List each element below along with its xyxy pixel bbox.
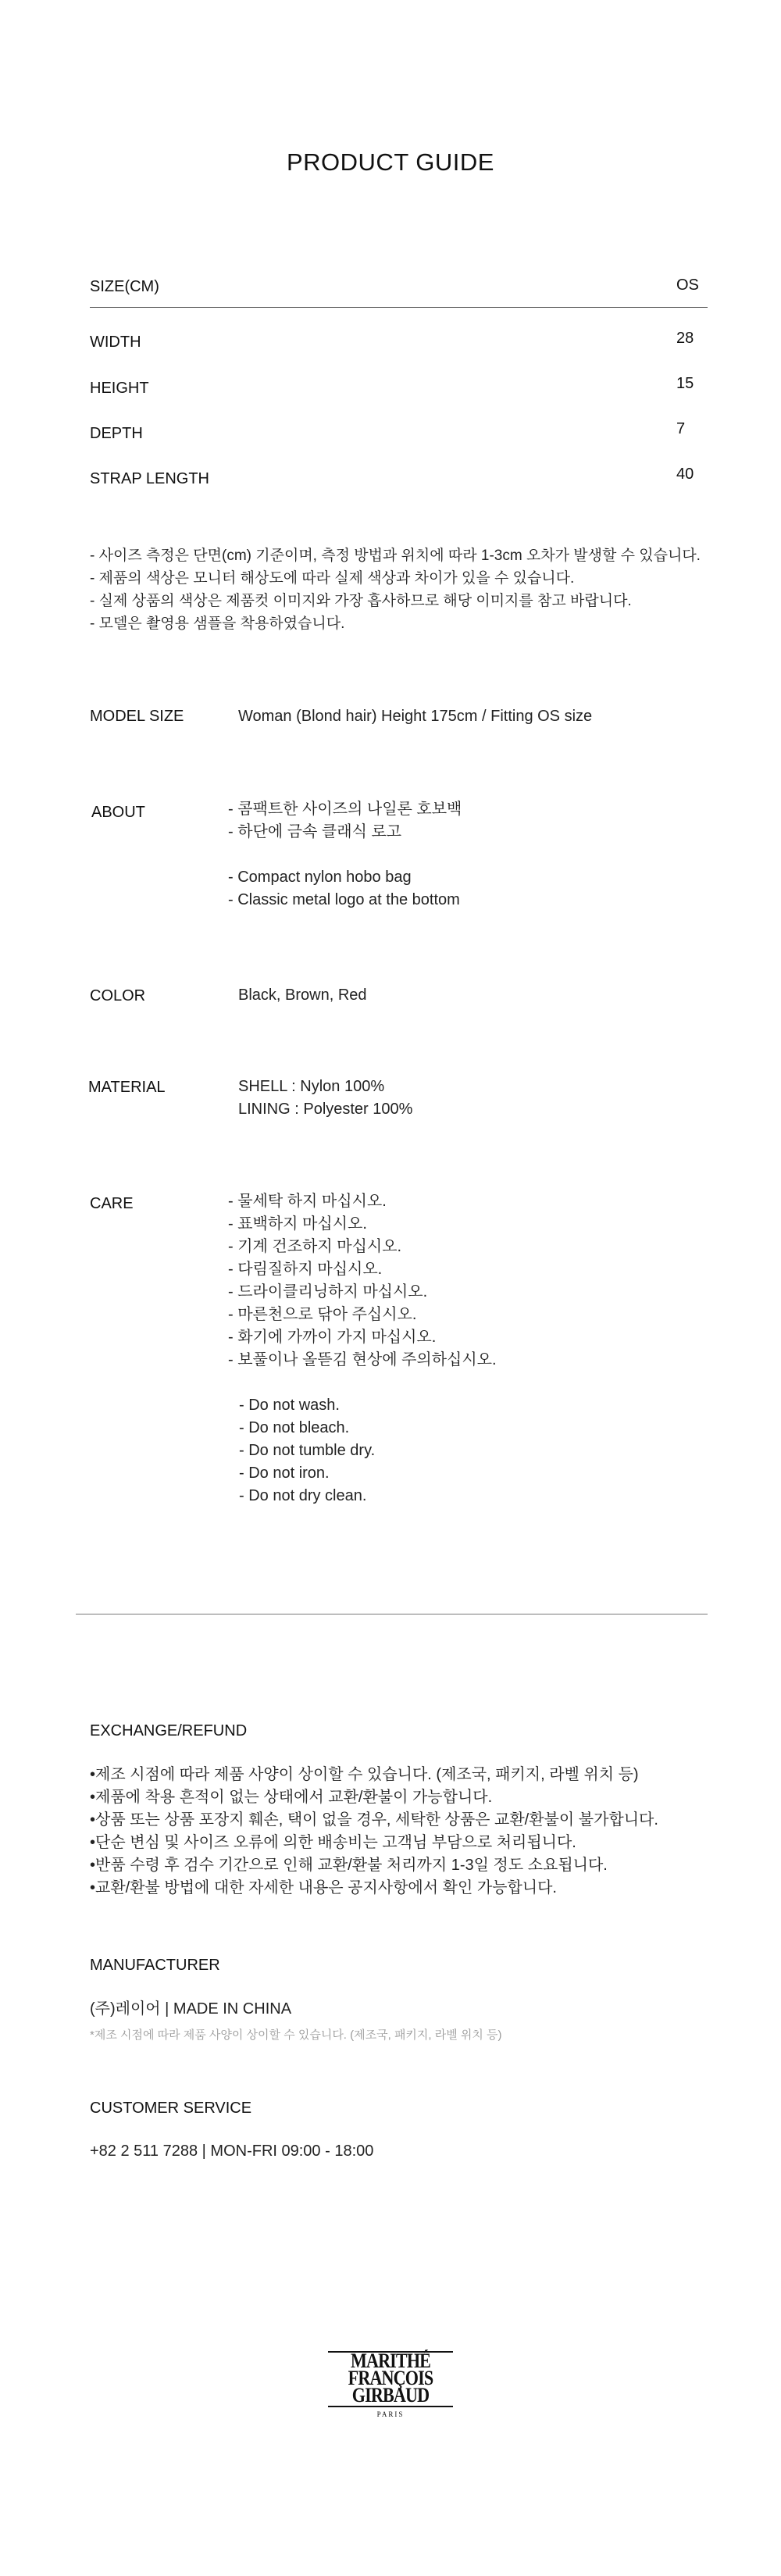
about-label: ABOUT bbox=[91, 804, 145, 821]
size-notes bbox=[90, 544, 701, 635]
note-line: - 제품의 색상은 모니터 해상도에 따라 실제 색상과 차이가 있을 수 있습니다. bbox=[90, 570, 575, 587]
size-row-label: HEIGHT bbox=[90, 380, 149, 397]
size-row-value: 7 bbox=[676, 420, 686, 437]
note-line: - 실제 상품의 색상은 제품컷 이미지와 가장 흡사하므로 해당 이미지를 참고 바랍니다. bbox=[90, 593, 632, 609]
exchange-line: •상품 또는 상품 포장지 훼손, 택이 없을 경우, 세탁한 상품은 교환/환불이 불가합니다. bbox=[90, 1811, 658, 1829]
customer-service-value: +82 2 511 7288 | MON-FRI 09:00 - 18:00 bbox=[90, 2143, 374, 2160]
note-line: - 모델은 촬영용 샘플을 착용하였습니다. bbox=[90, 615, 345, 632]
care-line: - 표백하지 마십시오. bbox=[228, 1215, 367, 1233]
note-line: - 사이즈 측정은 단면(cm) 기준이며, 측정 방법과 위치에 따라 1-3cm 오차가 발생할 수 있습니다. bbox=[90, 548, 701, 564]
model-size-value: Woman (Blond hair) Height 175cm / Fitting OS size bbox=[238, 708, 593, 725]
material-line: SHELL : Nylon 100% bbox=[238, 1078, 385, 1095]
exchange-label: EXCHANGE/REFUND bbox=[90, 1722, 248, 1739]
care-line: - 화기에 가까이 가지 마십시오. bbox=[228, 1329, 437, 1346]
about-spacer bbox=[228, 844, 462, 866]
size-row-label: WIDTH bbox=[90, 334, 141, 351]
manufacturer-label: MANUFACTURER bbox=[90, 1957, 220, 1974]
size-row-label: DEPTH bbox=[90, 425, 143, 442]
exchange-text bbox=[90, 1764, 658, 1900]
care-line: - 드라이클리닝하지 마십시오. bbox=[228, 1283, 428, 1300]
exchange-line: •교환/환불 방법에 대한 자세한 내용은 공지사항에서 확인 가능합니다. bbox=[90, 1879, 557, 1896]
model-size-label: MODEL SIZE bbox=[90, 708, 184, 725]
care-line: - Do not bleach. bbox=[239, 1419, 350, 1436]
care-line: - 기계 건조하지 마십시오. bbox=[228, 1238, 402, 1255]
about-line: - 하단에 금속 클래식 로고 bbox=[228, 823, 402, 840]
brand-logo bbox=[328, 2351, 453, 2418]
size-row-label: STRAP LENGTH bbox=[90, 470, 209, 487]
size-header-value: OS bbox=[676, 277, 699, 294]
material-text bbox=[238, 1076, 412, 1121]
care-label: CARE bbox=[90, 1195, 134, 1212]
page-title: PRODUCT GUIDE bbox=[286, 148, 494, 176]
care-line: - Do not wash. bbox=[239, 1397, 340, 1414]
care-line: - 물세탁 하지 마십시오. bbox=[228, 1193, 387, 1210]
exchange-line: •제품에 착용 흔적이 없는 상태에서 교환/환불이 가능합니다. bbox=[90, 1789, 493, 1806]
size-row-value: 15 bbox=[676, 375, 694, 392]
care-line: - Do not dry clean. bbox=[239, 1487, 367, 1504]
exchange-line: •단순 변심 및 사이즈 오류에 의한 배송비는 고객님 부담으로 처리됩니다. bbox=[90, 1834, 576, 1851]
color-value: Black, Brown, Red bbox=[238, 987, 367, 1004]
manufacturer-note: *제조 시점에 따라 제품 사양이 상이할 수 있습니다. (제조국, 패키지, 라벨 위치 등) bbox=[90, 2028, 502, 2042]
care-line: - 마른천으로 닦아 주십시오. bbox=[228, 1306, 417, 1323]
logo-word: GIRBAUD bbox=[351, 2384, 430, 2407]
care-spacer bbox=[228, 1372, 497, 1394]
size-row-value: 40 bbox=[676, 466, 694, 483]
about-text bbox=[228, 798, 462, 912]
care-line: - Do not tumble dry. bbox=[239, 1442, 376, 1459]
logo-sub: PARIS bbox=[376, 2410, 405, 2418]
about-line: - Compact nylon hobo bag bbox=[228, 869, 412, 886]
color-label: COLOR bbox=[90, 987, 146, 1004]
customer-service-label: CUSTOMER SERVICE bbox=[90, 2100, 252, 2117]
size-header-label: SIZE(CM) bbox=[90, 278, 159, 295]
logo-word: MARITHÉ bbox=[350, 2349, 431, 2372]
size-table-divider bbox=[90, 307, 708, 308]
material-line: LINING : Polyester 100% bbox=[238, 1101, 413, 1118]
care-text bbox=[228, 1190, 497, 1507]
about-line: - Classic metal logo at the bottom bbox=[228, 891, 460, 908]
care-line: - Do not iron. bbox=[239, 1465, 330, 1482]
exchange-line: •반품 수령 후 검수 기간으로 인해 교환/환불 처리까지 1-3일 정도 소요됩니다. bbox=[90, 1857, 608, 1874]
logo-word: FRANÇOIS bbox=[348, 2367, 433, 2389]
care-line: - 보풀이나 올뜯김 현상에 주의하십시오. bbox=[228, 1351, 497, 1368]
care-line: - 다림질하지 마십시오. bbox=[228, 1261, 383, 1278]
about-line: - 콤팩트한 사이즈의 나일론 호보백 bbox=[228, 801, 462, 818]
size-row-value: 28 bbox=[676, 330, 694, 347]
exchange-line: •제조 시점에 따라 제품 사양이 상이할 수 있습니다. (제조국, 패키지, 라벨 위치 등) bbox=[90, 1766, 639, 1783]
material-label: MATERIAL bbox=[88, 1079, 166, 1096]
manufacturer-value: (주)레이어 | MADE IN CHINA bbox=[90, 2000, 292, 2018]
